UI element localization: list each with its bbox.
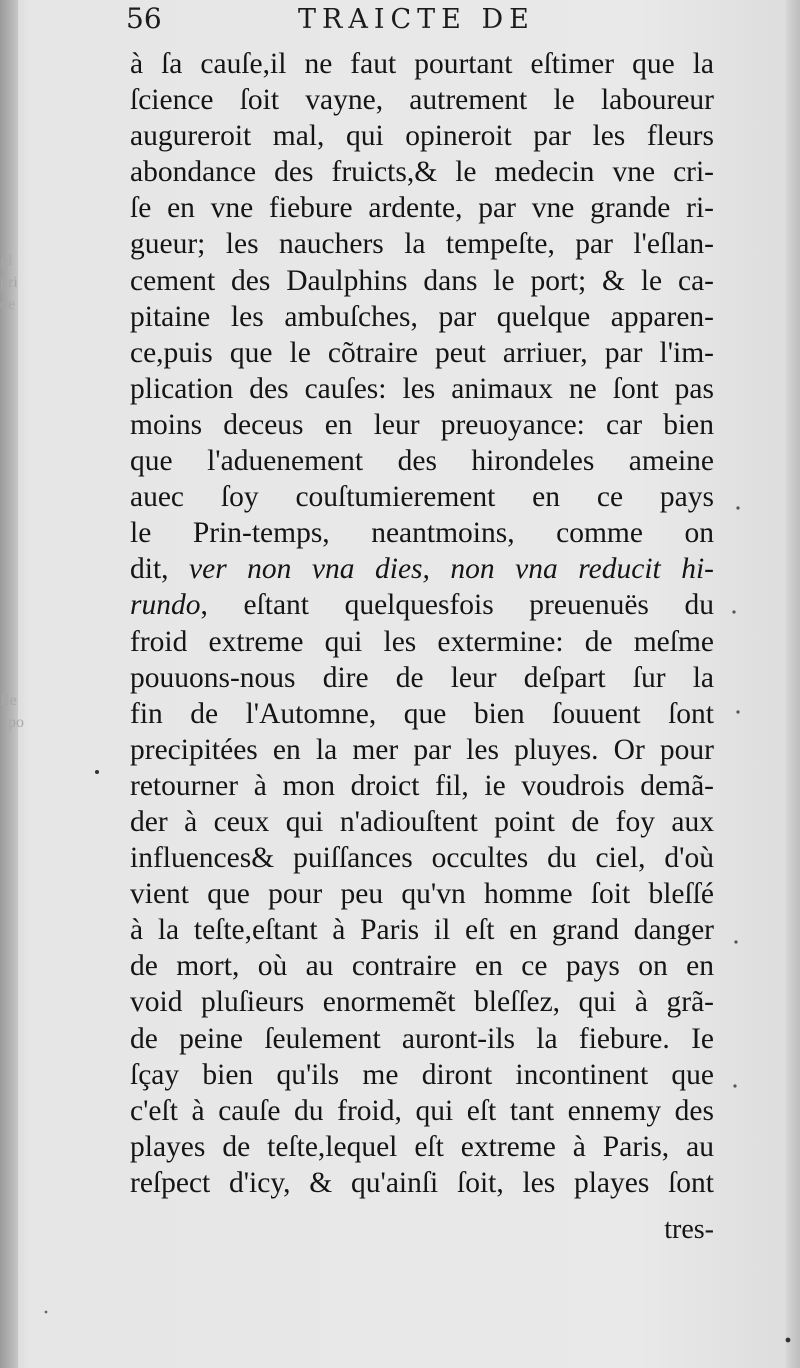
text-line xyxy=(130,226,714,262)
line-text: precipitées en la mer par les pluyes. Or pour xyxy=(130,733,714,766)
line-text: moins deceus en leur preuoyance: car bien xyxy=(130,408,714,441)
line-text: influences& puiſſances occultes du ciel, d'où xyxy=(130,842,714,875)
line-text: cement des Daulphins dans le port; & le ca- xyxy=(130,264,714,297)
body-text xyxy=(130,46,714,1201)
show-through-text-2: fle po xyxy=(0,692,24,731)
ink-speck xyxy=(45,1311,48,1314)
line-text: que l'aduenement des hirondeles ameine xyxy=(130,445,714,478)
line-text: froid extreme qui les extermine: de meſme xyxy=(130,625,714,658)
text-line xyxy=(130,804,714,840)
latin-quote: rundo xyxy=(130,589,201,622)
line-text: augureroit mal, qui opineroit par les fleurs xyxy=(130,120,714,153)
line-text: playes de teſte,lequel eſt extreme à Paris, au xyxy=(130,1130,714,1163)
text-line xyxy=(130,840,714,876)
text-line xyxy=(130,299,714,335)
ink-speck xyxy=(736,506,739,509)
line-text: ce,puis que le cõtraire peut arriuer, par l'im- xyxy=(130,336,714,369)
catchword-line xyxy=(130,1214,714,1254)
text-line xyxy=(130,948,714,984)
text-line xyxy=(130,1129,714,1165)
ink-speck xyxy=(736,710,739,713)
line-text: c'eſt à cauſe du froid, qui eſt tant ennemy des xyxy=(130,1094,714,1127)
line-text: à la teſte,eſtant à Paris il eſt en grand danger xyxy=(130,914,714,947)
text-line xyxy=(130,1093,714,1129)
text-line xyxy=(130,1057,714,1093)
line-text: pitaine les ambuſches, par quelque apparen- xyxy=(130,300,714,333)
text-line xyxy=(130,732,714,768)
line-text: ſe en vne fiebure ardente, par vne grande ri- xyxy=(130,192,714,225)
text-line xyxy=(130,624,714,660)
line-text: vient que pour peu qu'vn homme ſoit bleſſé xyxy=(130,878,714,911)
line-text: plication des cauſes: les animaux ne ſont pas xyxy=(130,372,714,405)
text-line xyxy=(130,912,714,948)
line-text: pouuons-nous dire de leur deſpart ſur la xyxy=(130,661,714,694)
running-head: TRAICTE DE xyxy=(298,4,535,35)
latin-quote: ver non vna dies, non vna reducit hi- xyxy=(189,553,714,586)
text-line xyxy=(130,768,714,804)
line-text: gueur; les nauchers la tempeſte, par l'eſlan- xyxy=(130,228,714,261)
line-text: reſpect d'icy, & qu'ainſi ſoit, les playes ſont xyxy=(130,1166,714,1199)
text-line xyxy=(130,443,714,479)
text-line xyxy=(130,46,714,82)
line-text: à ſa cauſe,il ne faut pourtant eſtimer que la xyxy=(130,48,714,80)
catchword: tres- xyxy=(664,1214,714,1245)
text-line xyxy=(130,82,714,118)
line-text: abondance des fruicts,& le medecin vne cri- xyxy=(130,156,714,189)
ink-speck xyxy=(732,610,735,613)
text-line xyxy=(130,660,714,696)
ink-speck xyxy=(786,1338,791,1343)
text-line xyxy=(130,515,714,551)
line-text: ſçay bien qu'ils me diront incontinent que xyxy=(130,1058,714,1091)
text-line xyxy=(130,479,714,515)
text-line xyxy=(130,263,714,299)
line-text: dit, xyxy=(130,553,190,586)
line-text: void pluſieurs enormemẽt bleſſez, qui à grã- xyxy=(130,986,714,1019)
line-text: fin de l'Automne, que bien ſouuent ſont xyxy=(130,697,714,730)
text-line xyxy=(130,587,714,623)
line-text: der à ceux qui n'adiouſtent point de foy aux xyxy=(130,805,714,838)
text-line xyxy=(130,1165,714,1201)
text-line xyxy=(130,335,714,371)
line-text: ſcience ſoit vayne, autrement le laboureur xyxy=(130,84,714,117)
text-line xyxy=(130,371,714,407)
ink-speck xyxy=(734,940,737,943)
line-text: retourner à mon droict fil, ie voudrois demã- xyxy=(130,769,714,802)
line-text: le Prin-temps, neantmoins, comme on xyxy=(130,517,714,550)
text-line xyxy=(130,190,714,226)
page-header xyxy=(118,2,718,42)
text-line xyxy=(130,407,714,443)
text-line xyxy=(130,1021,714,1057)
text-line xyxy=(130,984,714,1020)
ink-speck xyxy=(95,770,99,774)
text-line xyxy=(130,876,714,912)
line-text: , eſtant quelquesfois preuenuës du xyxy=(200,589,714,622)
text-line xyxy=(130,118,714,154)
line-text: de mort, où au contraire en ce pays on en xyxy=(130,950,714,983)
page-number: 56 xyxy=(126,2,162,35)
line-text: de peine ſeulement auront-ils la fiebure. Ie xyxy=(130,1022,714,1055)
line-text: auec ſoy couſtumierement en ce pays xyxy=(130,481,714,514)
text-line xyxy=(130,696,714,732)
show-through-text-1: gi pri de xyxy=(0,252,18,313)
text-line xyxy=(130,551,714,587)
text-line xyxy=(130,154,714,190)
ink-speck xyxy=(733,1084,736,1087)
